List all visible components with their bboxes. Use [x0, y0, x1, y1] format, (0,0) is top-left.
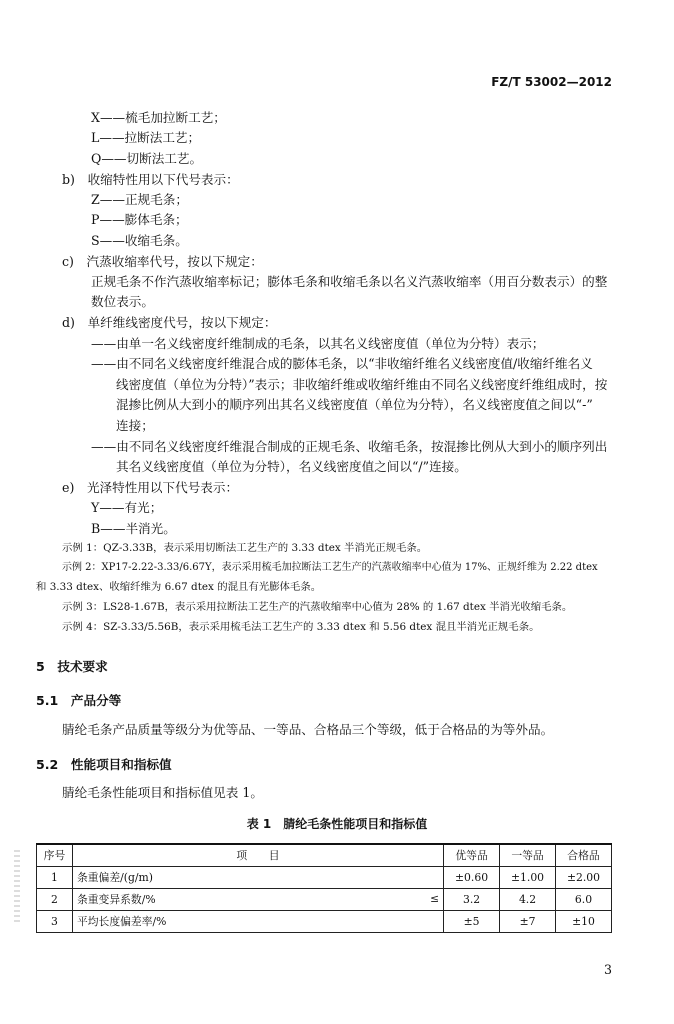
list-item: P——膨体毛条；	[91, 212, 188, 227]
example-4: 示例 4：SZ-3.33/5.56B，表示采用梳毛法工艺生产的 3.33 dtex 和 5.56 dtex 混且半消光正规毛条。	[62, 621, 540, 633]
row-item-label: 平均长度偏差率/%	[76, 915, 167, 928]
example-1: 示例 1：QZ-3.33B，表示采用切断法工艺生产的 3.33 dtex 半消光正规毛条。	[62, 542, 428, 554]
list-item: B——半消光。	[91, 521, 176, 536]
performance-table	[36, 843, 612, 933]
section-5-1-text: 腈纶毛条产品质量等级分为优等品、一等品、合格品三个等级，低于合格品的为等外品。	[62, 722, 554, 737]
example-2: 示例 2：XP17-2.22-3.33/6.67Y，表示采用梳毛加拉断法工艺生产的汽蒸收缩率中心值为 17%、正规纤维为 2.22 dtex	[62, 562, 598, 573]
table-row	[37, 911, 612, 933]
paragraph-line: 线密度值（单位为分特）”表示；非收缩纤维或收缩纤维由不同名义线密度纤维组成时，按	[116, 377, 608, 392]
row-item-label: 条重偏差/(g/m)	[76, 871, 153, 884]
list-item: S——收缩毛条。	[91, 233, 188, 248]
paragraph-line: 混掺比例从大到小的顺序列出其名义线密度值（单位为分特），名义线密度值之间以“-”	[116, 397, 593, 412]
list-item: e) 光泽特性用以下代号表示：	[62, 480, 239, 495]
row-no: 1	[37, 867, 73, 889]
list-item: X——梳毛加拉断工艺；	[91, 110, 226, 125]
table-caption: 表 1 腈纶毛条性能项目和指标值	[246, 817, 428, 831]
list-item: Z——正规毛条；	[91, 192, 188, 207]
paragraph-line: 其名义线密度值（单位为分特），名义线密度值之间以“/”连接。	[116, 459, 467, 474]
table-row	[37, 889, 612, 911]
section-5-2-heading: 5.2 性能项目和指标值	[36, 757, 172, 772]
list-item: Y——有光；	[91, 500, 163, 515]
paragraph-line: 正规毛条不作汽蒸收缩率标记；膨体毛条和收缩毛条以名义汽蒸收缩率（用百分数表示）的整	[91, 274, 608, 289]
example-2-cont: 和 3.33 dtex、收缩纤维为 6.67 dtex 的混且有光膨体毛条。	[36, 581, 322, 593]
row-value-first-class: 4.2	[500, 889, 556, 911]
row-value-superior: ±5	[444, 911, 500, 933]
row-value-first-class: ±7	[500, 911, 556, 933]
list-item: ——由不同名义线密度纤维混合成的膨体毛条，以“非收缩纤维名义线密度值/收缩纤维名义	[91, 356, 593, 371]
example-3: 示例 3：LS28-1.67B，表示采用拉断法工艺生产的汽蒸收缩率中心值为 28% 的 1.67 dtex 半消光收缩毛条。	[62, 601, 573, 613]
header-first-class: 一等品	[500, 844, 556, 867]
paragraph-line: 数位表示。	[91, 294, 154, 309]
standard-code: FZ/T 53002—2012	[491, 75, 612, 89]
row-no: 2	[37, 889, 73, 911]
row-value-qualified: ±10	[556, 911, 612, 933]
row-item-label: 条重变异系数/%	[76, 893, 156, 906]
paragraph-line: 连接；	[116, 418, 154, 433]
row-item-symbol: ≤	[430, 892, 440, 905]
list-item: ——由不同名义线密度纤维混合制成的正规毛条、收缩毛条，按混掺比例从大到小的顺序列出	[91, 439, 608, 454]
row-value-qualified: ±2.00	[556, 867, 612, 889]
row-item	[72, 911, 443, 933]
row-value-qualified: 6.0	[556, 889, 612, 911]
row-item	[72, 889, 443, 911]
section-5-1-heading: 5.1 产品分等	[36, 693, 122, 708]
list-item: L——拉断法工艺；	[91, 130, 201, 145]
row-value-first-class: ±1.00	[500, 867, 556, 889]
row-item	[72, 867, 443, 889]
list-item: Q——切断法工艺。	[91, 151, 203, 166]
row-no: 3	[37, 911, 73, 933]
list-item: d) 单纤维线密度代号，按以下规定：	[62, 315, 277, 330]
header-superior: 优等品	[444, 844, 500, 867]
list-item: c) 汽蒸收缩率代号，按以下规定：	[62, 254, 263, 269]
header-no: 序号	[37, 844, 73, 867]
header-qualified: 合格品	[556, 844, 612, 867]
scan-margin-mark	[14, 850, 20, 924]
list-item: ——由单一名义线密度纤维制成的毛条，以其名义线密度值（单位为分特）表示；	[91, 336, 545, 351]
table-header-row	[37, 844, 612, 867]
row-value-superior: 3.2	[444, 889, 500, 911]
header-item: 项 目	[72, 844, 443, 867]
section-5-heading: 5 技术要求	[36, 659, 108, 674]
list-item: b) 收缩特性用以下代号表示：	[62, 172, 239, 187]
table-row	[37, 867, 612, 889]
row-value-superior: ±0.60	[444, 867, 500, 889]
section-5-2-text: 腈纶毛条性能项目和指标值见表 1。	[62, 785, 263, 800]
page-number: 3	[603, 962, 612, 977]
